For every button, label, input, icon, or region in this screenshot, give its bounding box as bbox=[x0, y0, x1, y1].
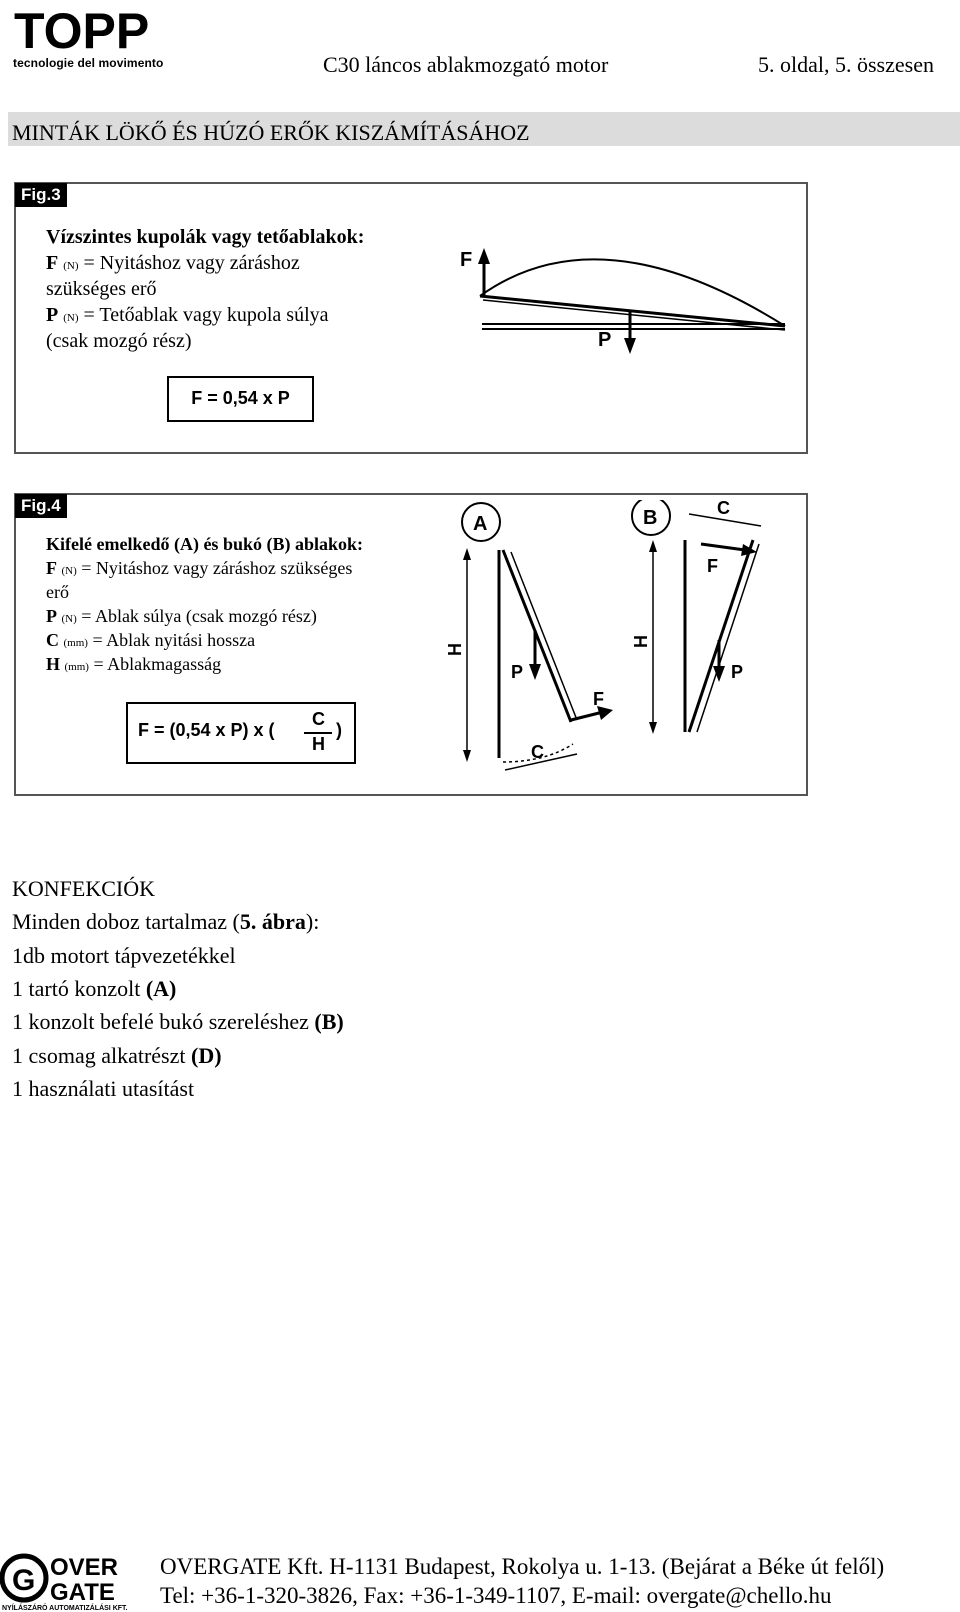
diagram-a-h-arrow-top bbox=[463, 548, 471, 560]
list-item bbox=[12, 939, 236, 973]
diagram-a-f-label: F bbox=[593, 689, 604, 709]
dome-curve bbox=[480, 259, 785, 326]
fig3-p-desc-2: (csak mozgó rész) bbox=[46, 330, 192, 352]
diagram-a-label: A bbox=[473, 513, 488, 535]
overgate-logo-top: OVER bbox=[50, 1554, 119, 1581]
fig4-formula-numerator: C bbox=[312, 709, 325, 729]
fig3-p-desc: = Tetőablak vagy kupola súlya bbox=[83, 304, 329, 326]
diagram-b-h-arrow-bottom bbox=[649, 722, 657, 734]
figure-4-label: Fig.4 bbox=[15, 494, 67, 518]
diagram-a-c-label: C bbox=[531, 742, 544, 762]
fig3-f-desc: = Nyitáshoz vagy záráshoz bbox=[83, 252, 300, 274]
diagram-b-f-shaft bbox=[701, 544, 745, 550]
diagram-a-sash-inner bbox=[511, 552, 577, 720]
diagram-b-label: B bbox=[643, 507, 658, 529]
fig4-formula-left: F = (0,54 x P) x ( bbox=[138, 720, 275, 740]
fig3-f-unit: (N) bbox=[63, 260, 79, 272]
konfekciok-intro-pre: Minden doboz tartalmaz ( bbox=[12, 909, 240, 934]
fig4-c-desc: = Ablak nyitási hossza bbox=[92, 630, 256, 650]
overgate-logo-bottom: GATE bbox=[50, 1579, 115, 1606]
diagram-a-h-label: H bbox=[445, 643, 465, 656]
topp-logo-wordmark: TOPP bbox=[14, 3, 150, 59]
figure-3-label: Fig.3 bbox=[15, 183, 67, 207]
fig4-c-symbol: C bbox=[46, 630, 59, 650]
fig4-f-symbol: F bbox=[46, 558, 57, 578]
diagram-b-h-arrow-top bbox=[649, 540, 657, 552]
fig4-f-line bbox=[46, 556, 352, 583]
list-item bbox=[12, 972, 176, 1006]
fig4-h-unit: (mm) bbox=[64, 661, 89, 673]
list-item-bold: (A) bbox=[145, 976, 177, 1001]
overgate-logo bbox=[0, 1548, 138, 1612]
fig3-formula: F = 0,54 x P bbox=[167, 376, 314, 422]
fig3-p-unit: (N) bbox=[63, 312, 79, 324]
fig3-f-symbol: F bbox=[46, 252, 59, 274]
fig4-f-unit: (N) bbox=[61, 565, 77, 577]
fig3-heading: Vízszintes kupolák vagy tetőablakok: bbox=[46, 226, 365, 248]
dome-base-line-inner bbox=[483, 300, 785, 330]
fig3-f-line bbox=[46, 250, 300, 279]
fig4-p-unit: (N) bbox=[61, 613, 77, 625]
diagram-f-label: F bbox=[460, 249, 473, 271]
konfekciok-intro-bold: 5. ábra bbox=[239, 909, 306, 934]
fig3-p-symbol: P bbox=[46, 304, 59, 326]
list-item-text: 1 használati utasítást bbox=[12, 1076, 195, 1101]
document-title: C30 láncos ablakmozgató motor bbox=[323, 52, 609, 77]
konfekciok-intro bbox=[12, 905, 319, 939]
diagram-a-h-arrow-bottom bbox=[463, 750, 471, 762]
list-item bbox=[12, 1072, 194, 1106]
force-f-arrowhead bbox=[478, 248, 490, 264]
diagram-a-sash bbox=[503, 550, 571, 722]
fig4-f-desc: = Nyitáshoz vagy záráshoz szükséges bbox=[81, 558, 353, 578]
diagram-a-p-arrowhead bbox=[529, 664, 541, 680]
list-item-text: 1db motort tápvezetékkel bbox=[12, 943, 236, 968]
konfekciok-intro-post: ): bbox=[305, 909, 320, 934]
fig4-c-unit: (mm) bbox=[63, 637, 88, 649]
list-item-bold: (D) bbox=[191, 1043, 222, 1068]
list-item-text: 1 tartó konzolt bbox=[12, 976, 146, 1001]
list-item bbox=[12, 1005, 344, 1039]
list-item-bold: (B) bbox=[314, 1009, 344, 1034]
diagram-b-p-label: P bbox=[731, 662, 744, 682]
fig4-h-line bbox=[46, 652, 221, 679]
diagram-p-label: P bbox=[598, 329, 612, 351]
fig4-p-symbol: P bbox=[46, 606, 57, 626]
window-opening-diagram bbox=[445, 500, 795, 792]
skylight-diagram bbox=[450, 230, 790, 370]
diagram-b-c-label: C bbox=[717, 500, 730, 518]
fig4-h-symbol: H bbox=[46, 654, 61, 674]
footer-contact: Tel: +36-1-320-3826, Fax: +36-1-349-1107, E-mail: overgate@chello.hu bbox=[160, 1583, 832, 1608]
list-item-text: 1 konzolt befelé bukó szereléshez bbox=[12, 1009, 315, 1034]
fig4-formula-right: ) bbox=[336, 720, 342, 740]
fig3-p-line bbox=[46, 302, 329, 331]
fig4-p-line bbox=[46, 604, 317, 631]
logo-tagline: tecnologie del movimento bbox=[13, 56, 164, 70]
diagram-b-sash bbox=[689, 540, 753, 732]
fig4-heading: Kifelé emelkedő (A) és bukó (B) ablakok: bbox=[46, 534, 363, 554]
page-info: 5. oldal, 5. összesen bbox=[758, 52, 934, 77]
fig4-formula bbox=[126, 702, 356, 764]
fig4-formula-denominator: H bbox=[312, 734, 325, 754]
fig4-f-desc-2: erő bbox=[46, 582, 69, 602]
footer-address: OVERGATE Kft. H-1131 Budapest, Rokolya u. 1-13. (Bejárat a Béke út felől) bbox=[160, 1554, 885, 1579]
konfekciok-title: KONFEKCIÓK bbox=[12, 876, 155, 901]
list-item-text: 1 csomag alkatrészt bbox=[12, 1043, 191, 1068]
fig4-h-desc: = Ablakmagasság bbox=[93, 654, 222, 674]
diagram-b-h-label: H bbox=[631, 635, 651, 648]
fig3-f-desc-2: szükséges erő bbox=[46, 278, 157, 300]
fig4-p-desc: = Ablak súlya (csak mozgó rész) bbox=[81, 606, 317, 626]
list-item bbox=[12, 1039, 222, 1073]
section-title: MINTÁK LÖKŐ ÉS HÚZÓ ERŐK KISZÁMÍTÁSÁHOZ bbox=[12, 120, 530, 145]
diagram-a-p-label: P bbox=[511, 662, 524, 682]
weight-p-arrowhead bbox=[624, 338, 636, 354]
fig4-c-line bbox=[46, 628, 255, 655]
diagram-b-f-label: F bbox=[707, 556, 718, 576]
svg-text:G: G bbox=[12, 1564, 36, 1597]
overgate-logo-caption: NYÍLÁSZÁRÓ AUTOMATIZÁLÁSI KFT. bbox=[2, 1605, 128, 1612]
